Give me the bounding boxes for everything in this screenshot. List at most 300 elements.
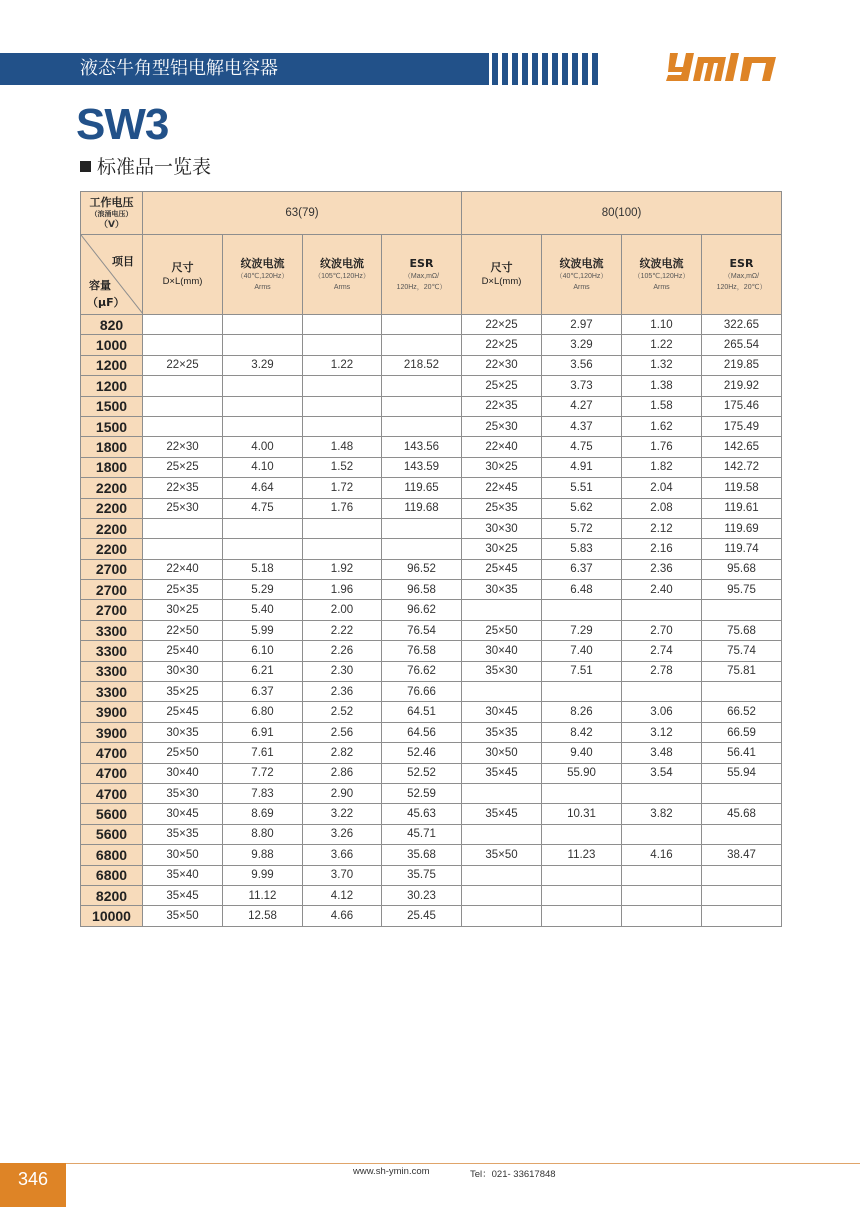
v63-ripple105-cell: 2.56 [303, 722, 382, 742]
col-esr: ESR （Max,mΩ/ 120Hz，20℃） [382, 235, 462, 315]
v80-ripple40-cell [542, 783, 622, 803]
v63-esr-cell: 218.52 [382, 355, 462, 375]
v80-esr-cell: 119.61 [702, 498, 782, 518]
v63-ripple105-cell [303, 518, 382, 538]
v80-esr-cell [702, 865, 782, 885]
v63-esr-cell: 64.56 [382, 722, 462, 742]
v63-size-cell: 22×50 [143, 620, 223, 640]
col-ripple40: 纹波电流 （40℃,120Hz） Arms [542, 235, 622, 315]
v80-esr-cell [702, 600, 782, 620]
table-row [81, 498, 782, 518]
v80-esr-cell: 175.46 [702, 396, 782, 416]
v80-esr-cell [702, 885, 782, 905]
v80-ripple105-cell: 1.76 [622, 437, 702, 457]
v63-size-cell: 35×30 [143, 783, 223, 803]
v63-ripple40-cell: 7.61 [223, 743, 303, 763]
v63-ripple105-cell: 2.36 [303, 682, 382, 702]
v63-ripple105-cell: 1.92 [303, 559, 382, 579]
v63-esr-cell: 76.62 [382, 661, 462, 681]
voltage-label-cell: 工作电压 （浪涌电压） （V） [81, 192, 143, 235]
v80-size-cell: 25×35 [462, 498, 542, 518]
v63-ripple40-cell: 3.29 [223, 355, 303, 375]
v63-ripple105-cell: 1.48 [303, 437, 382, 457]
header-stripes [492, 53, 604, 85]
capacitance-cell: 4700 [81, 763, 143, 783]
v63-size-cell [143, 539, 223, 559]
table-row [81, 376, 782, 396]
v80-ripple40-cell: 3.73 [542, 376, 622, 396]
v80-esr-cell: 45.68 [702, 804, 782, 824]
v63-esr-cell: 96.52 [382, 559, 462, 579]
v63-ripple105-cell: 3.70 [303, 865, 382, 885]
v80-ripple40-cell: 10.31 [542, 804, 622, 824]
capacitance-cell: 3300 [81, 661, 143, 681]
v80-ripple105-cell: 2.16 [622, 539, 702, 559]
capacitance-cell: 5600 [81, 824, 143, 844]
v80-ripple105-cell: 1.58 [622, 396, 702, 416]
v63-esr-cell [382, 416, 462, 436]
table-row [81, 824, 782, 844]
v63-size-cell: 25×40 [143, 641, 223, 661]
capacitance-cell: 1200 [81, 355, 143, 375]
v80-size-cell: 30×35 [462, 580, 542, 600]
table-row [81, 478, 782, 498]
v80-esr-cell: 119.69 [702, 518, 782, 538]
table-row [81, 539, 782, 559]
corner-cell: 项目 容量 （μF） [81, 235, 143, 315]
v80-size-cell: 25×25 [462, 376, 542, 396]
v80-size-cell [462, 682, 542, 702]
v80-esr-cell [702, 682, 782, 702]
v80-esr-cell: 55.94 [702, 763, 782, 783]
v63-esr-cell: 25.45 [382, 906, 462, 926]
v63-ripple40-cell: 6.80 [223, 702, 303, 722]
v80-ripple40-cell: 55.90 [542, 763, 622, 783]
table-row [81, 437, 782, 457]
table-row [81, 559, 782, 579]
v63-ripple40-cell [223, 416, 303, 436]
v63-ripple40-cell: 12.58 [223, 906, 303, 926]
v63-esr-cell: 96.58 [382, 580, 462, 600]
v63-ripple105-cell: 3.66 [303, 845, 382, 865]
section-title-text: 标准品一览表 [97, 156, 212, 178]
v80-size-cell: 30×50 [462, 743, 542, 763]
v80-ripple40-cell: 9.40 [542, 743, 622, 763]
v80-size-cell: 35×35 [462, 722, 542, 742]
v80-size-cell: 25×45 [462, 559, 542, 579]
v63-size-cell: 25×30 [143, 498, 223, 518]
v63-size-cell: 30×30 [143, 661, 223, 681]
table-row [81, 743, 782, 763]
v63-ripple105-cell: 2.86 [303, 763, 382, 783]
table-row [81, 845, 782, 865]
table-row [81, 865, 782, 885]
v63-size-cell [143, 416, 223, 436]
v80-size-cell: 25×50 [462, 620, 542, 640]
v63-ripple40-cell: 8.69 [223, 804, 303, 824]
v80-ripple40-cell: 4.37 [542, 416, 622, 436]
v63-ripple40-cell [223, 518, 303, 538]
v63-esr-cell [382, 376, 462, 396]
capacitance-cell: 3900 [81, 702, 143, 722]
v63-ripple40-cell: 7.83 [223, 783, 303, 803]
v63-ripple40-cell: 6.21 [223, 661, 303, 681]
standard-products-table [80, 191, 782, 927]
v80-esr-cell: 56.41 [702, 743, 782, 763]
v63-esr-cell: 35.75 [382, 865, 462, 885]
col-esr: ESR （Max,mΩ/ 120Hz，20℃） [702, 235, 782, 315]
v63-esr-cell [382, 335, 462, 355]
v63-ripple105-cell: 2.52 [303, 702, 382, 722]
v63-ripple105-cell: 2.30 [303, 661, 382, 681]
capacitance-cell: 2700 [81, 600, 143, 620]
v80-size-cell: 35×45 [462, 804, 542, 824]
v63-esr-cell: 64.51 [382, 702, 462, 722]
table-row [81, 783, 782, 803]
v63-ripple40-cell [223, 335, 303, 355]
v63-esr-cell [382, 315, 462, 335]
v63-esr-cell: 143.59 [382, 457, 462, 477]
v80-esr-cell: 119.74 [702, 539, 782, 559]
v63-size-cell: 22×35 [143, 478, 223, 498]
v63-esr-cell: 76.58 [382, 641, 462, 661]
col-ripple40: 纹波电流 （40℃,120Hz） Arms [223, 235, 303, 315]
v80-size-cell: 30×25 [462, 457, 542, 477]
v80-size-cell: 22×45 [462, 478, 542, 498]
capacitance-cell: 3300 [81, 620, 143, 640]
v63-ripple40-cell: 6.10 [223, 641, 303, 661]
v80-size-cell: 25×30 [462, 416, 542, 436]
v80-size-cell: 30×30 [462, 518, 542, 538]
capacitance-cell: 4700 [81, 783, 143, 803]
v80-ripple105-cell: 1.32 [622, 355, 702, 375]
v63-ripple40-cell [223, 376, 303, 396]
table-row [81, 906, 782, 926]
v63-esr-cell: 76.66 [382, 682, 462, 702]
v80-ripple40-cell: 7.40 [542, 641, 622, 661]
v80-esr-cell: 95.75 [702, 580, 782, 600]
v63-ripple105-cell: 4.12 [303, 885, 382, 905]
v80-size-cell: 22×25 [462, 335, 542, 355]
v80-ripple105-cell: 1.62 [622, 416, 702, 436]
v63-ripple105-cell [303, 416, 382, 436]
v63-ripple105-cell: 1.22 [303, 355, 382, 375]
v80-size-cell: 30×40 [462, 641, 542, 661]
v63-size-cell: 22×30 [143, 437, 223, 457]
capacitance-cell: 8200 [81, 885, 143, 905]
v80-esr-cell: 142.72 [702, 457, 782, 477]
v80-ripple105-cell: 2.40 [622, 580, 702, 600]
v63-ripple40-cell: 7.72 [223, 763, 303, 783]
v80-ripple105-cell: 1.38 [622, 376, 702, 396]
table-row [81, 600, 782, 620]
v63-ripple105-cell: 2.26 [303, 641, 382, 661]
v80-size-cell: 30×25 [462, 539, 542, 559]
capacitance-cell: 3900 [81, 722, 143, 742]
footer-line [66, 1163, 860, 1164]
v80-esr-cell [702, 783, 782, 803]
v63-size-cell: 30×35 [143, 722, 223, 742]
v80-ripple40-cell: 6.48 [542, 580, 622, 600]
v63-ripple105-cell: 3.22 [303, 804, 382, 824]
v63-ripple40-cell [223, 315, 303, 335]
v80-ripple40-cell: 3.56 [542, 355, 622, 375]
v80-ripple105-cell: 4.16 [622, 845, 702, 865]
v63-size-cell: 25×35 [143, 580, 223, 600]
v80-esr-cell: 119.58 [702, 478, 782, 498]
v80-size-cell [462, 824, 542, 844]
v80-ripple40-cell: 8.26 [542, 702, 622, 722]
capacitance-cell: 1800 [81, 437, 143, 457]
v80-ripple105-cell: 1.22 [622, 335, 702, 355]
v63-size-cell: 35×35 [143, 824, 223, 844]
v80-size-cell: 35×30 [462, 661, 542, 681]
v63-ripple105-cell: 2.90 [303, 783, 382, 803]
table-row [81, 763, 782, 783]
v80-ripple105-cell [622, 885, 702, 905]
v80-ripple105-cell [622, 600, 702, 620]
v80-ripple40-cell: 2.97 [542, 315, 622, 335]
v80-ripple40-cell [542, 682, 622, 702]
v80-ripple105-cell: 1.82 [622, 457, 702, 477]
v80-ripple105-cell: 1.10 [622, 315, 702, 335]
v63-ripple40-cell: 5.18 [223, 559, 303, 579]
v80-esr-cell: 66.59 [702, 722, 782, 742]
v80-ripple40-cell: 5.72 [542, 518, 622, 538]
v80-ripple40-cell: 6.37 [542, 559, 622, 579]
v63-ripple40-cell [223, 539, 303, 559]
capacitance-cell: 820 [81, 315, 143, 335]
capacitance-cell: 5600 [81, 804, 143, 824]
v80-ripple105-cell [622, 783, 702, 803]
capacitance-cell: 1000 [81, 335, 143, 355]
voltage-group-63: 63(79) [143, 192, 462, 235]
v80-size-cell: 22×35 [462, 396, 542, 416]
v63-esr-cell [382, 518, 462, 538]
v63-ripple40-cell: 4.64 [223, 478, 303, 498]
v63-size-cell: 35×45 [143, 885, 223, 905]
v80-esr-cell: 219.92 [702, 376, 782, 396]
v63-ripple105-cell: 3.26 [303, 824, 382, 844]
col-size: 尺寸 D×L(mm) [143, 235, 223, 315]
v63-size-cell: 35×50 [143, 906, 223, 926]
v80-ripple105-cell: 2.70 [622, 620, 702, 640]
v63-size-cell [143, 335, 223, 355]
square-bullet-icon [80, 161, 91, 172]
v63-size-cell: 30×25 [143, 600, 223, 620]
v80-size-cell: 35×45 [462, 763, 542, 783]
v63-esr-cell [382, 539, 462, 559]
v63-ripple105-cell: 2.22 [303, 620, 382, 640]
voltage-group-80: 80(100) [462, 192, 782, 235]
v80-esr-cell: 38.47 [702, 845, 782, 865]
v80-esr-cell [702, 906, 782, 926]
v80-ripple40-cell [542, 824, 622, 844]
v80-ripple105-cell: 2.04 [622, 478, 702, 498]
v80-esr-cell: 322.65 [702, 315, 782, 335]
page-number: 346 [17, 1169, 49, 1189]
v80-ripple40-cell: 5.62 [542, 498, 622, 518]
v63-esr-cell: 30.23 [382, 885, 462, 905]
v80-ripple105-cell: 2.08 [622, 498, 702, 518]
capacitance-cell: 2200 [81, 478, 143, 498]
table-row [81, 620, 782, 640]
v80-ripple105-cell: 3.48 [622, 743, 702, 763]
v80-ripple105-cell: 3.54 [622, 763, 702, 783]
table-row [81, 335, 782, 355]
v63-ripple40-cell: 4.00 [223, 437, 303, 457]
v63-ripple105-cell: 4.66 [303, 906, 382, 926]
v63-size-cell: 22×25 [143, 355, 223, 375]
ymin-logo [664, 47, 782, 89]
capacitance-cell: 2700 [81, 559, 143, 579]
v63-esr-cell: 143.56 [382, 437, 462, 457]
v63-ripple105-cell: 2.82 [303, 743, 382, 763]
v63-esr-cell: 119.68 [382, 498, 462, 518]
v63-esr-cell: 76.54 [382, 620, 462, 640]
v80-ripple105-cell: 2.36 [622, 559, 702, 579]
v63-esr-cell: 96.62 [382, 600, 462, 620]
v80-esr-cell: 265.54 [702, 335, 782, 355]
v80-ripple40-cell [542, 885, 622, 905]
v63-esr-cell: 119.65 [382, 478, 462, 498]
capacitance-cell: 10000 [81, 906, 143, 926]
v80-ripple40-cell: 4.27 [542, 396, 622, 416]
v80-esr-cell: 75.68 [702, 620, 782, 640]
v63-ripple40-cell: 11.12 [223, 885, 303, 905]
v80-ripple40-cell: 3.29 [542, 335, 622, 355]
v63-ripple40-cell: 8.80 [223, 824, 303, 844]
v80-esr-cell: 66.52 [702, 702, 782, 722]
capacitance-cell: 3300 [81, 682, 143, 702]
v63-ripple40-cell: 5.29 [223, 580, 303, 600]
capacitance-cell: 4700 [81, 743, 143, 763]
col-ripple105: 纹波电流 （105℃,120Hz） Arms [303, 235, 382, 315]
v63-size-cell: 35×25 [143, 682, 223, 702]
v80-esr-cell: 175.49 [702, 416, 782, 436]
table-row [81, 355, 782, 375]
v80-ripple40-cell: 4.75 [542, 437, 622, 457]
v63-ripple40-cell: 9.88 [223, 845, 303, 865]
v80-ripple40-cell: 7.51 [542, 661, 622, 681]
v80-size-cell [462, 885, 542, 905]
table-row [81, 416, 782, 436]
v63-size-cell: 30×40 [143, 763, 223, 783]
v63-size-cell: 25×25 [143, 457, 223, 477]
v80-size-cell [462, 600, 542, 620]
v80-esr-cell [702, 824, 782, 844]
table-row [81, 641, 782, 661]
capacitance-cell: 1200 [81, 376, 143, 396]
table-row [81, 722, 782, 742]
v80-ripple40-cell [542, 906, 622, 926]
v63-esr-cell: 52.59 [382, 783, 462, 803]
tel-text: Tel：021- 33617848 [470, 1169, 556, 1180]
capacitance-cell: 6800 [81, 845, 143, 865]
capacitance-cell: 6800 [81, 865, 143, 885]
v80-size-cell [462, 865, 542, 885]
v63-ripple105-cell [303, 539, 382, 559]
v80-ripple105-cell [622, 906, 702, 926]
v80-ripple105-cell: 2.12 [622, 518, 702, 538]
v63-ripple40-cell: 9.99 [223, 865, 303, 885]
v63-size-cell: 30×45 [143, 804, 223, 824]
capacitance-cell: 1500 [81, 396, 143, 416]
v63-size-cell: 22×40 [143, 559, 223, 579]
v63-esr-cell: 52.46 [382, 743, 462, 763]
v80-ripple40-cell: 8.42 [542, 722, 622, 742]
col-ripple105: 纹波电流 （105℃,120Hz） Arms [622, 235, 702, 315]
v63-esr-cell [382, 396, 462, 416]
v80-esr-cell: 142.65 [702, 437, 782, 457]
v63-size-cell [143, 518, 223, 538]
col-size: 尺寸 D×L(mm) [462, 235, 542, 315]
v80-ripple40-cell: 5.83 [542, 539, 622, 559]
table-row [81, 580, 782, 600]
v63-ripple40-cell: 4.75 [223, 498, 303, 518]
v80-size-cell: 22×25 [462, 315, 542, 335]
v63-size-cell: 25×45 [143, 702, 223, 722]
table-body [81, 315, 782, 927]
table-row [81, 396, 782, 416]
v63-ripple105-cell [303, 376, 382, 396]
v80-size-cell [462, 906, 542, 926]
table-row [81, 661, 782, 681]
table-row [81, 315, 782, 335]
v80-ripple40-cell [542, 865, 622, 885]
v80-ripple105-cell: 2.78 [622, 661, 702, 681]
v80-ripple40-cell: 11.23 [542, 845, 622, 865]
v63-ripple105-cell [303, 396, 382, 416]
table-row [81, 518, 782, 538]
v63-ripple105-cell: 2.00 [303, 600, 382, 620]
v63-ripple40-cell: 5.40 [223, 600, 303, 620]
capacitance-cell: 2200 [81, 498, 143, 518]
v80-size-cell: 22×40 [462, 437, 542, 457]
v63-size-cell: 35×40 [143, 865, 223, 885]
v80-ripple40-cell: 7.29 [542, 620, 622, 640]
v80-esr-cell: 95.68 [702, 559, 782, 579]
v80-size-cell: 35×50 [462, 845, 542, 865]
v80-size-cell: 22×30 [462, 355, 542, 375]
v63-ripple105-cell: 1.72 [303, 478, 382, 498]
capacitance-cell: 1500 [81, 416, 143, 436]
v63-size-cell: 25×50 [143, 743, 223, 763]
header-title: 液态牛角型铝电解电容器 [80, 58, 278, 79]
v63-ripple40-cell: 6.91 [223, 722, 303, 742]
v80-ripple105-cell [622, 824, 702, 844]
v63-ripple105-cell: 1.96 [303, 580, 382, 600]
v80-ripple105-cell: 2.74 [622, 641, 702, 661]
v80-ripple40-cell: 5.51 [542, 478, 622, 498]
capacitance-cell: 2700 [81, 580, 143, 600]
v80-ripple40-cell [542, 600, 622, 620]
voltage-header-row [81, 192, 782, 235]
table-row [81, 457, 782, 477]
v63-esr-cell: 45.63 [382, 804, 462, 824]
table-row [81, 682, 782, 702]
v63-esr-cell: 45.71 [382, 824, 462, 844]
v63-ripple105-cell: 1.52 [303, 457, 382, 477]
table-row [81, 804, 782, 824]
table-row [81, 885, 782, 905]
v80-ripple105-cell [622, 865, 702, 885]
capacitance-cell: 3300 [81, 641, 143, 661]
v80-esr-cell: 75.74 [702, 641, 782, 661]
v80-size-cell [462, 783, 542, 803]
v80-ripple105-cell: 3.12 [622, 722, 702, 742]
v63-ripple40-cell [223, 396, 303, 416]
